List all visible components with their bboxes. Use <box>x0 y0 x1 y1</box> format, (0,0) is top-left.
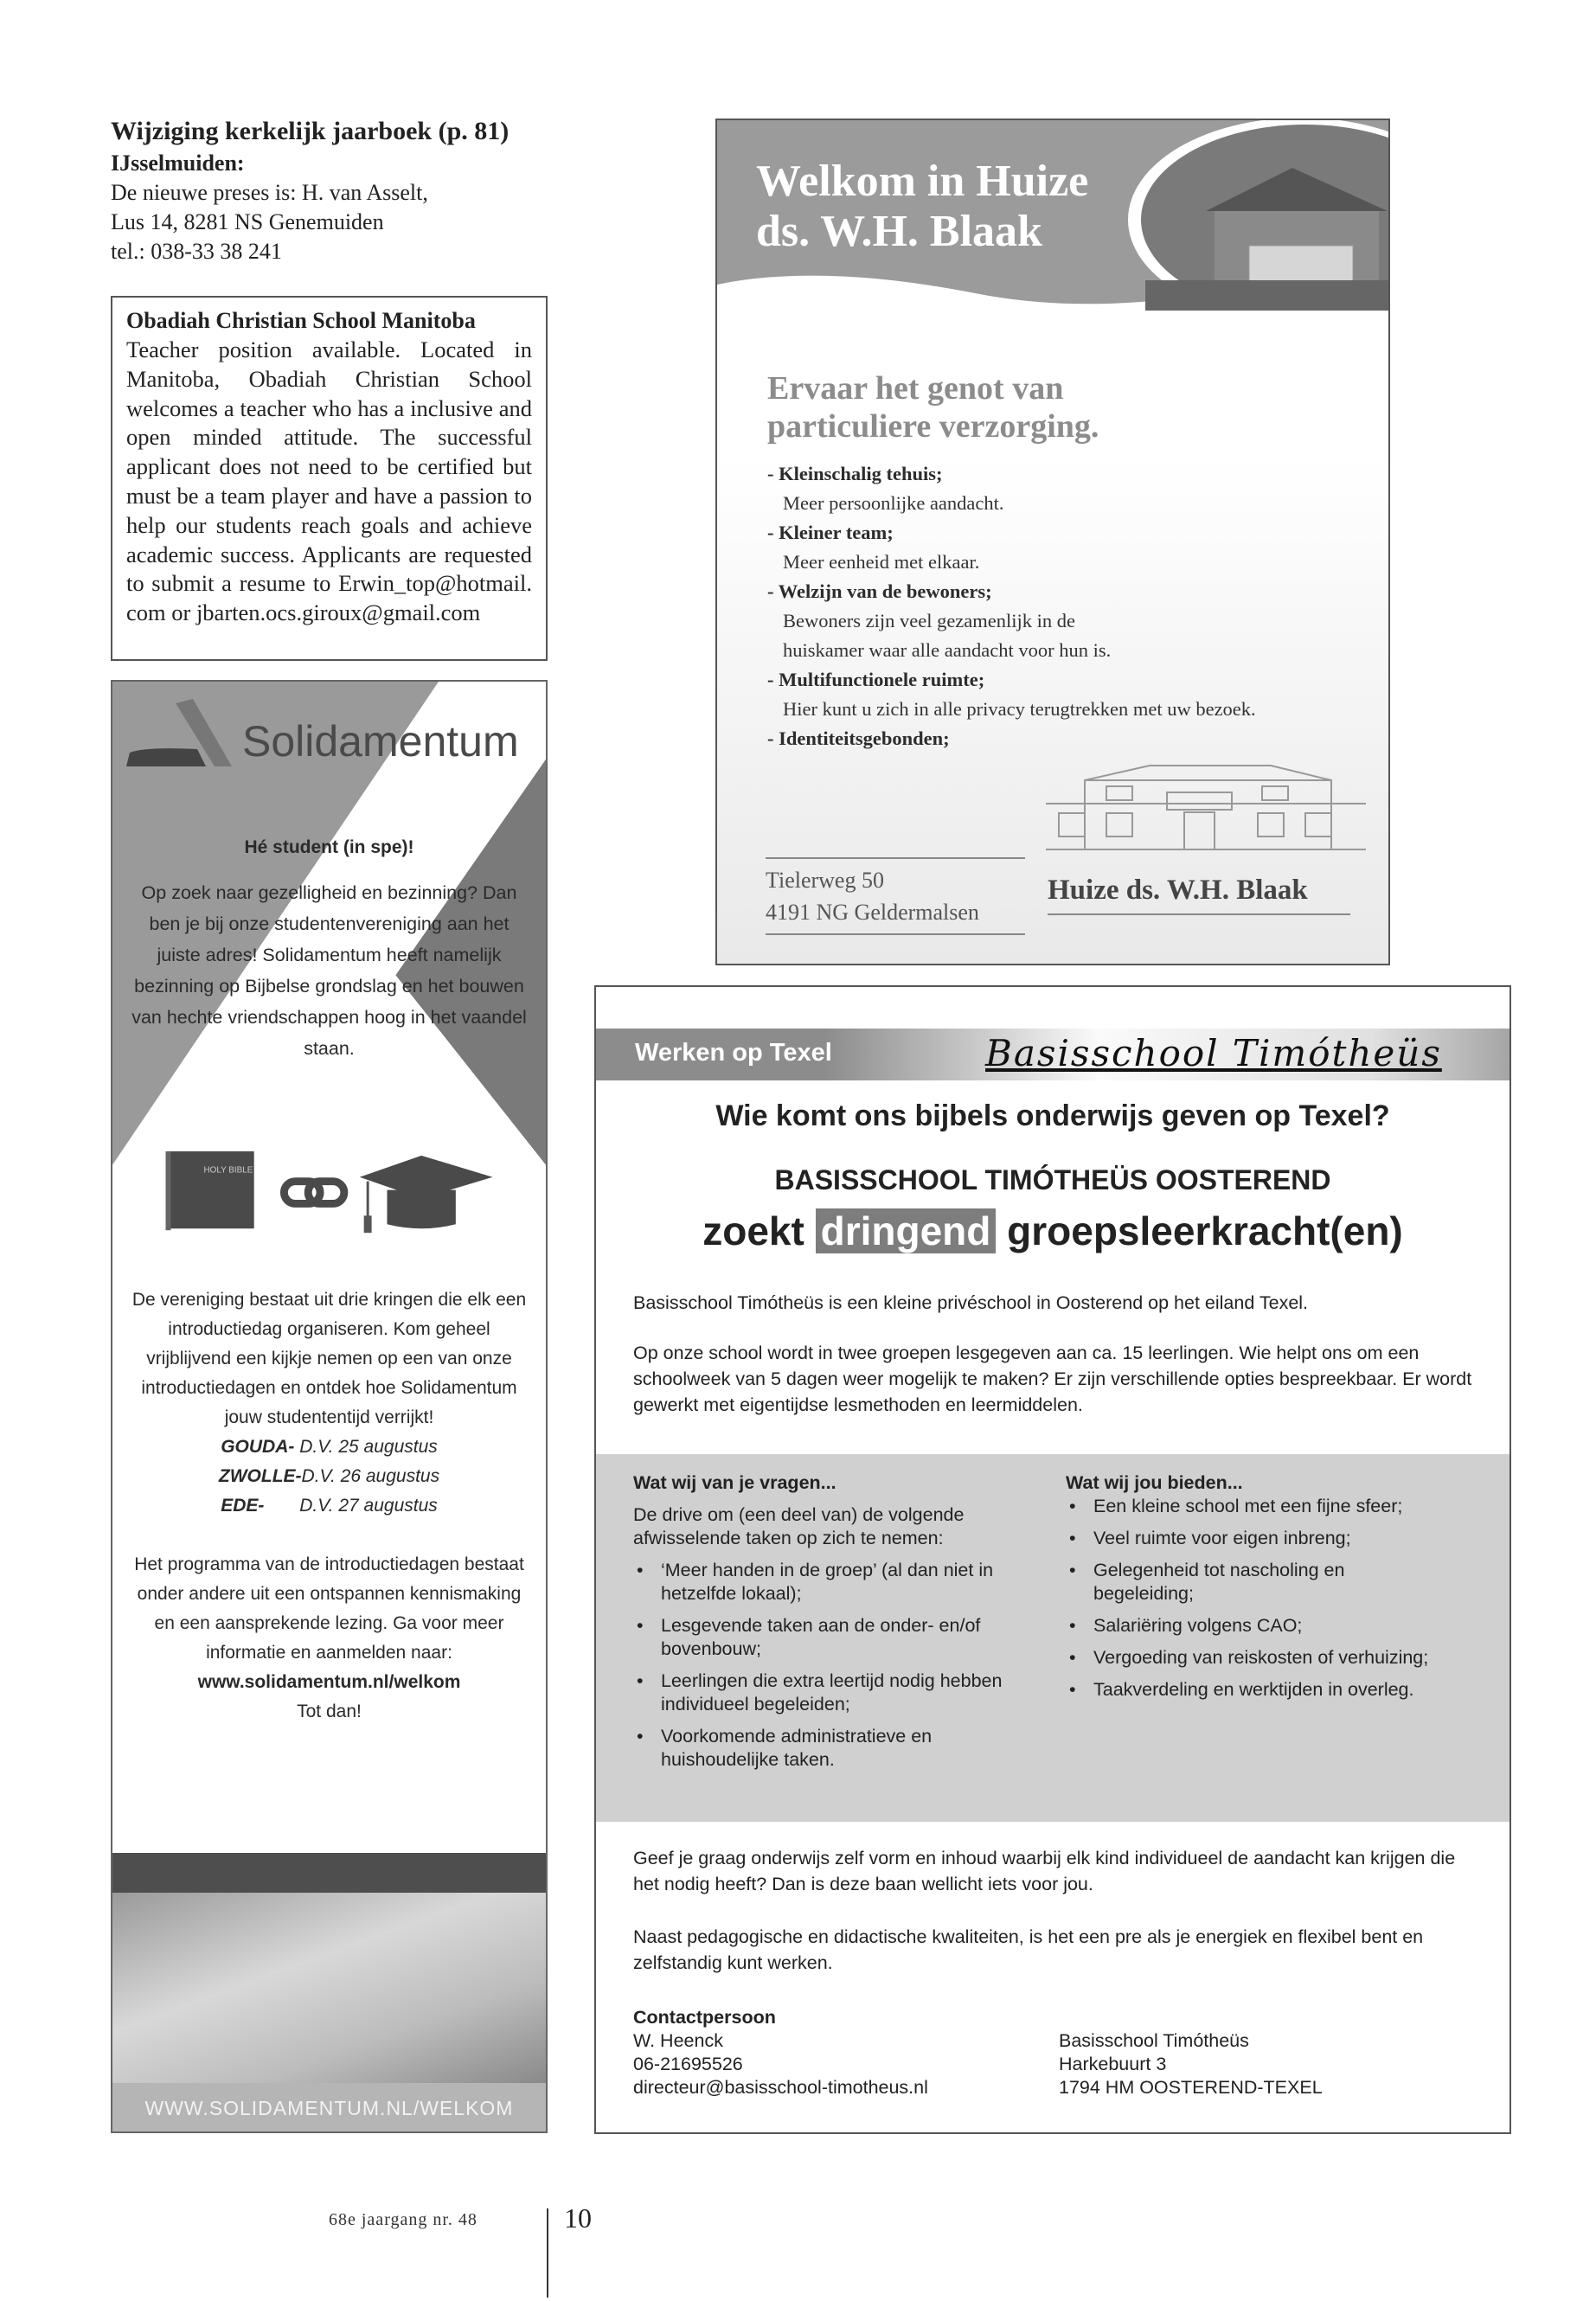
date-value: D.V. 26 augustus <box>301 1466 440 1486</box>
date-city: ZWOLLE- <box>218 1466 302 1486</box>
headline: zoekt dringend groepsleerkracht(en) <box>702 1208 1403 1253</box>
program-text <box>130 1550 529 1727</box>
list-item: • Gelegenheid tot nascholing en begeleiding; <box>1066 1559 1438 1606</box>
contact-name: W. Heenck <box>633 2030 723 2051</box>
texel-job-ad <box>594 985 1511 2134</box>
list-item: • ‘Meer handen in de groep’ (al dan niet in hetzelfde lokaal); <box>633 1559 1018 1606</box>
date-row <box>130 1433 529 1462</box>
circles-paragraph: De vereniging bestaat uit drie kringen die elk een introductiedag organiseren. Kom geheel vrijblijvend een kijkje nemen op een van onze introductiedagen en ontdek hoe Solidamentum jouw studententijd verrijkt! <box>131 1290 527 1427</box>
date-value: D.V. 25 augustus <box>299 1437 438 1457</box>
ad-name: Huize ds. W.H. Blaak <box>1048 875 1350 915</box>
feature-item: - Identiteitsgebonden; <box>767 727 950 749</box>
program-paragraph: Het programma van de introductiedagen bestaat onder andere uit een ontspannen kennismaking en een aansprekende lezing. Ga voor meer informatie en aanmelden naar: <box>134 1554 524 1663</box>
obadiah-title: Obadiah Christian School Manitoba <box>126 308 476 333</box>
circles-text <box>130 1285 529 1521</box>
date-value: D.V. 27 augustus <box>299 1496 438 1516</box>
list-item: • Lesgevende taken aan de onder- en/of bovenbouw; <box>633 1614 1018 1661</box>
address-line: 4191 NG Geldermalsen <box>766 900 979 925</box>
contact-person <box>633 2006 928 2099</box>
closing-paragraph: Geef je graag onderwijs zelf vorm en inhoud waarbij elk kind individueel de aandacht kan krijgen die het nodig heeft? Dan is deze baan wellicht iets voor jou. <box>633 1848 1456 1894</box>
huize-blaak-ad <box>715 119 1390 965</box>
ad-title <box>756 157 1088 257</box>
list-item: • Een kleine school met een fijne sfeer; <box>1066 1495 1438 1518</box>
greeting: Hé student (in spe)! <box>244 837 414 857</box>
house-photo <box>1124 119 1390 311</box>
page-number: 10 <box>564 2202 592 2234</box>
list-item: • Veel ruimte voor eigen inbreng; <box>1066 1527 1438 1550</box>
school-address <box>1059 2029 1323 2099</box>
footer-divider <box>547 2208 548 2298</box>
dark-divider <box>112 1853 546 1894</box>
date-city: GOUDA- <box>221 1437 295 1457</box>
graduation-cap-icon <box>360 1156 493 1233</box>
intro-paragraph: Op onze school wordt in twee groepen lesgegeven aan ca. 15 leerlingen. Wie helpt ons om een schoolweek van 5 dagen weer mogelijk te maken? Er zijn verschillende opties bespreekbaar. Er wordt gewerkt met eigentijdse lesmethoden en leermiddelen. <box>633 1343 1472 1415</box>
contact-phone[interactable]: 06-21695526 <box>633 2054 743 2074</box>
bible-icon <box>166 1151 254 1230</box>
website-link[interactable]: www.solidamentum.nl/welkom <box>197 1672 461 1692</box>
address-line: 1794 HM OOSTEREND-TEXEL <box>1059 2077 1323 2098</box>
offer-column <box>1066 1471 1438 1702</box>
date-row <box>130 1462 529 1491</box>
subtitle-line: particuliere verzorging. <box>767 408 1099 445</box>
intro-paragraph: Basisschool Timótheüs is een kleine privéschool in Oosterend op het eiland Texel. <box>633 1292 1309 1313</box>
info-text <box>130 1285 529 1727</box>
address <box>766 857 1025 935</box>
school-name: BASISSCHOOL TIMÓTHEÜS OOSTEREND <box>774 1164 1331 1195</box>
address-line: Tielerweg 50 <box>766 868 884 893</box>
address-line: Basisschool Timótheüs <box>1059 2030 1249 2051</box>
obadiah-ad <box>111 296 548 661</box>
feature-list <box>767 459 1373 753</box>
date-row <box>130 1491 529 1521</box>
solidamentum-ad <box>111 680 548 2133</box>
house-drawing-icon <box>1046 765 1366 864</box>
contact-title: Contactpersoon <box>633 2007 776 2028</box>
bible-label: HOLY BIBLE <box>203 1165 253 1176</box>
list-item: • Vergoeding van reiskosten of verhuizing; <box>1066 1646 1438 1670</box>
band-label: Werken op Texel <box>635 1039 832 1067</box>
list-item: • Leerlingen die extra leertijd nodig hebben individueel begeleiden; <box>633 1670 1018 1716</box>
reading-bible-photo <box>112 1893 546 2083</box>
feature-item: - Kleiner team; Meer eenheid met elkaar. <box>767 522 980 573</box>
list-item: • Salariëring volgens CAO; <box>1066 1614 1438 1638</box>
notice-place: IJsselmuiden: <box>111 151 245 176</box>
ask-intro: De drive om (een deel van) de volgende afwisselende taken op zich te nemen: <box>633 1504 965 1548</box>
ask-title: Wat wij van je vragen... <box>633 1472 836 1493</box>
headline-question: Wie komt ons bijbels onderwijs geven op Texel? <box>715 1099 1390 1132</box>
solidamentum-logo-text: Solidamentum <box>242 717 519 766</box>
yearbook-notice <box>111 114 561 266</box>
date-city: EDE- <box>221 1496 265 1516</box>
notice-line: Lus 14, 8281 NS Genemuiden <box>111 209 384 234</box>
website-banner[interactable]: WWW.SOLIDAMENTUM.NL/WELKOM <box>112 2083 546 2133</box>
school-script-logo: Basisschool Timótheüs <box>985 1032 1442 1074</box>
closing-text: Tot dan! <box>297 1702 362 1721</box>
title-line: ds. W.H. Blaak <box>756 207 1042 256</box>
intro-text: Op zoek naar gezelligheid en bezinning? Dan ben je bij onze studentenvereniging aan het juiste adres! Solidamentum heeft namelijk bezinning op Bijbelse grondslag en het bouwen van hechte vriendschappen hoog in het vaandel staan. <box>131 882 527 1059</box>
notice-title: Wijziging kerkelijk jaarboek (p. 81) <box>111 117 510 145</box>
obadiah-body: Teacher position available. Located in Manitoba, Obadiah Christian School welcomes a teacher who has a inclusive and open minded attitude. The successful applicant does not need to be certified but must be a team player and have a passion to help our students reach goals and achieve academic success. Applicants are requested to submit a resume to Erwin_top@hotmail. com or jbarten.ocs.giroux@gmail.com <box>126 336 532 626</box>
ask-column <box>633 1471 1018 1772</box>
address-line: Harkebuurt 3 <box>1059 2054 1167 2074</box>
ad-subtitle <box>767 369 1099 445</box>
feature-item: - Welzijn van de bewoners; Bewoners zijn veel gezamenlijk in de huiskamer waar alle aandacht voor hun is. <box>767 580 1112 661</box>
contact-email[interactable]: directeur@basisschool-timotheus.nl <box>633 2077 928 2098</box>
offer-title: Wat wij jou bieden... <box>1066 1472 1243 1493</box>
notice-line: De nieuwe preses is: H. van Asselt, <box>111 180 428 205</box>
title-line: Welkom in Huize <box>756 157 1089 206</box>
chain-link-icon <box>284 1182 343 1204</box>
notice-line: tel.: 038-33 38 241 <box>111 239 282 264</box>
issue-label: 68e jaargang nr. 48 <box>329 2210 478 2229</box>
feature-item: - Multifunctionele ruimte; Hier kunt u zich in alle privacy terugtrekken met uw bezoek. <box>767 669 1256 720</box>
list-item: • Taakverdeling en werktijden in overleg. <box>1066 1678 1438 1702</box>
urgent-highlight: dringend <box>816 1208 997 1253</box>
feature-item: - Kleinschalig tehuis; Meer persoonlijke aandacht. <box>767 463 1004 514</box>
icon-row <box>112 1149 546 1248</box>
list-item: • Voorkomende administratieve en huishoudelijke taken. <box>633 1725 1018 1772</box>
closing-paragraph: Naast pedagogische en didactische kwaliteiten, is het een pre als je energiek en flexibel bent en zelfstandig kunt werken. <box>633 1926 1424 1973</box>
subtitle-line: Ervaar het genot van <box>767 370 1064 407</box>
